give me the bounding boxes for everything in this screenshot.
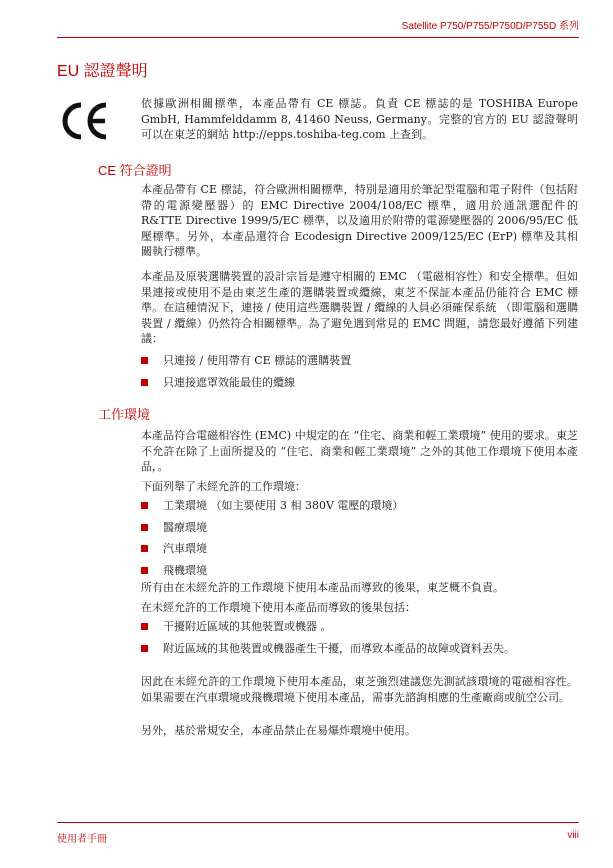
ce-paragraph-1: 本產品帶有 CE 標誌，符合歐洲相關標準，特別是適用於筆記型電腦和電子附件（包括附帶的電源變壓器）的 EMC Directive 2004/108/EC 標準，適用於通訊選配件的 R&TTE Directive 1999/5/EC 標準，以及適用於附帶的電源變壓器的 2006/95/EC 低壓標準。另外，本產品還符合 Ecodesign Directive 2009/125/EC (ErP) 標準及其相關執行標準。 — [141, 183, 578, 258]
list-item: 汽車環境 — [141, 541, 578, 557]
footer-manual-title: 使用者手冊 — [57, 834, 107, 845]
ce-intro-text: 依據歐洲相關標準，本產品帶有 CE 標誌。負責 CE 標誌的是 TOSHIBA Europe GmbH, Hammfelddamm 8, 41460 Neuss, Germany。完整的官方的 EU 認證聲明可以在東芝的網站 http://epps.toshiba-teg.com 上查到。 — [141, 97, 578, 141]
consequence-list — [141, 619, 578, 662]
ce-mark-icon — [60, 99, 112, 143]
list-item: 飛機環境 — [141, 563, 578, 579]
bullet-square-icon — [141, 524, 148, 531]
ce-recommendation-list — [141, 353, 578, 396]
list-item: 干擾附近區域的其他裝置或機器 。 — [141, 619, 578, 635]
header-divider — [57, 37, 579, 38]
bullet-square-icon — [141, 623, 148, 630]
work-paragraph-2: 下面列舉了未經允許的工作環境： — [141, 480, 306, 493]
bullet-square-icon — [141, 545, 148, 552]
bullet-square-icon — [141, 357, 148, 364]
list-item: 附近區域的其他裝置或機器產生干擾，而導致本產品的故障或資料丟失。 — [141, 641, 578, 657]
list-item: 只連接 / 使用帶有 CE 標誌的選購裝置 — [141, 353, 578, 369]
list-item: 醫療環境 — [141, 520, 578, 536]
bullet-square-icon — [141, 567, 148, 574]
bullet-square-icon — [141, 502, 148, 509]
list-item: 只連接遮罩效能最佳的纜線 — [141, 375, 578, 391]
ce-paragraph-2: 本產品及原裝選購裝置的設計宗旨是遵守相關的 EMC （電磁相容性）和安全標準。但如果連接或使用不是由東芝生產的選購裝置或纜線，東芝不保証本產品仍能符合 EMC 標準。在這種情況下，連接 / 使用這些選購裝置 / 纜線的人員必須確保系統 （即電腦和選購裝置 / 纜線）仍然符合相關標準。為了避免遇到常見的 EMC 問題，請您最好遵循下列建議： — [141, 270, 578, 345]
list-item: 工業環境 （如主要使用 3 相 380V 電壓的環境） — [141, 498, 578, 514]
footer-divider — [57, 822, 579, 823]
work-paragraph-5: 因此在未經允許的工作環境下使用本產品，東芝強烈建議您先測試該環境的電磁相容性。如果需要在汽車環境或飛機環境下使用本產品，需事先諮詢相應的生產廠商或航空公司。 — [141, 675, 578, 704]
work-paragraph-4: 在未經允許的工作環境下使用本產品而導致的後果包括： — [141, 601, 416, 614]
work-environment-heading: 工作環境 — [98, 407, 151, 422]
bullet-square-icon — [141, 645, 148, 652]
work-paragraph-3: 所有由在未經允許的工作環境下使用本產品而導致的後果，東芝概不負責。 — [141, 581, 504, 594]
prohibited-environment-list — [141, 498, 578, 584]
ce-section-heading: CE 符合證明 — [98, 163, 172, 178]
work-paragraph-6: 另外，基於常規安全，本產品禁止在易爆炸環境中使用。 — [141, 724, 416, 737]
running-header: Satellite P750/P755/P750D/P755D 系列 — [401, 21, 579, 32]
work-paragraph-1: 本產品符合電磁相容性 (EMC) 中規定的在 “住宅、商業和輕工業環境” 使用的要求。東芝不允許在除了上面所提及的 “住宅、商業和輕工業環境” 之外的其他工作環境下使用本產品，。 — [141, 429, 578, 473]
bullet-square-icon — [141, 379, 148, 386]
page-title: EU 認證聲明 — [57, 63, 148, 80]
page-number: viii — [567, 830, 579, 841]
